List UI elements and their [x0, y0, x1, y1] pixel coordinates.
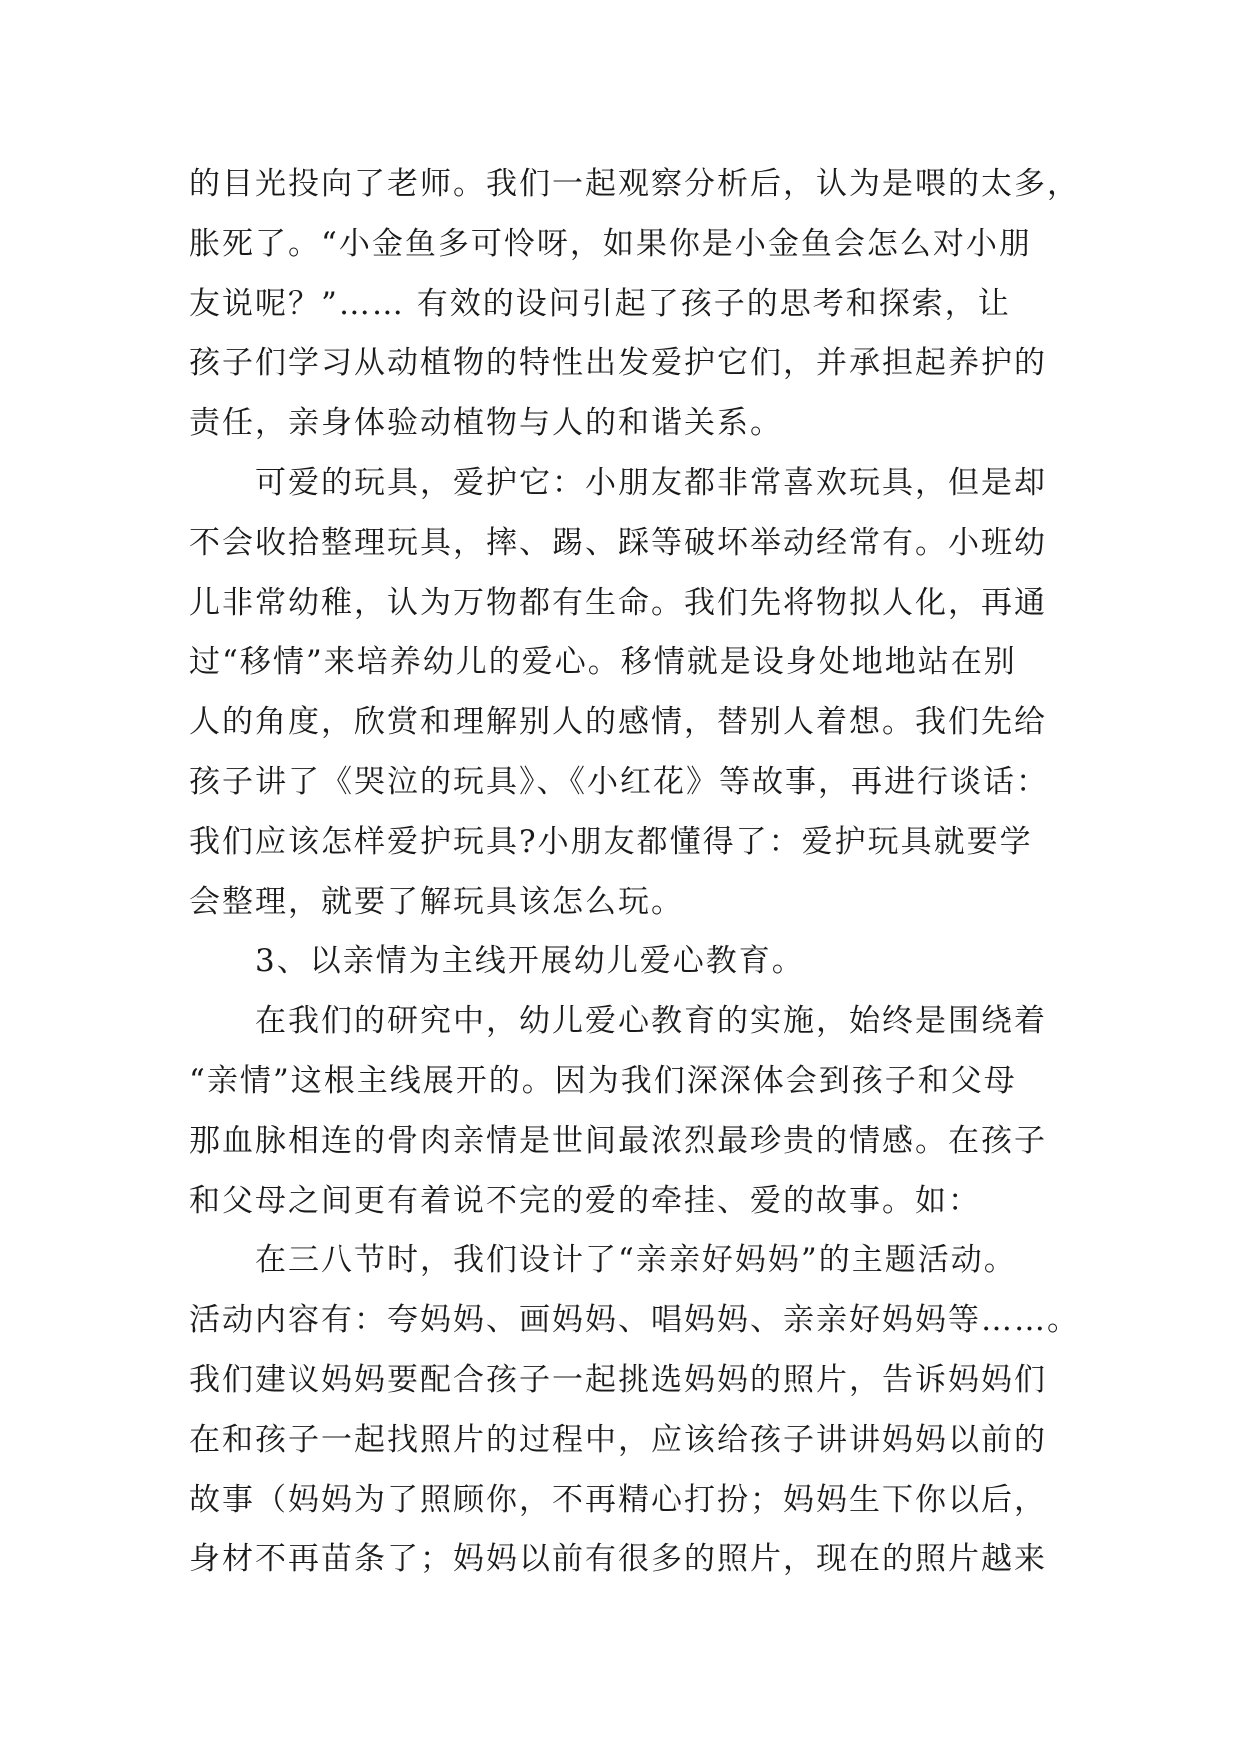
text-line: 人的角度，欣赏和理解别人的感情，替别人着想。我们先给 — [189, 704, 1047, 741]
text-line: 的目光投向了老师。我们一起观察分析后，认为是喂的太多， — [189, 166, 1080, 202]
text-line: 故事（妈妈为了照顾你，不再精心打扮；妈妈生下你以后， — [189, 1481, 1047, 1518]
text-line: “亲情”这根主线展开的。因为我们深深体会到孩子和父母 — [189, 1062, 1017, 1099]
text-line: 我们建议妈妈要配合孩子一起挑选妈妈的照片，告诉妈妈们 — [189, 1361, 1047, 1398]
text-line: 身材不再苗条了；妈妈以前有很多的照片，现在的照片越来 — [189, 1541, 1047, 1578]
text-line: 3、以亲情为主线开展幼儿爱心教育。 — [189, 943, 805, 980]
text-line: 在三八节时，我们设计了“亲亲好妈妈”的主题活动。 — [189, 1242, 1017, 1279]
text-line: 孩子们学习从动植物的特性出发爱护它们，并承担起养护的 — [189, 345, 1047, 382]
text-line: 在和孩子一起找照片的过程中，应该给孩子讲讲妈妈以前的 — [189, 1421, 1047, 1458]
text-line: 过“移情”来培养幼儿的爱心。移情就是设身处地地站在别 — [189, 644, 1017, 681]
text-line: 我们应该怎样爱护玩具?小朋友都懂得了：爱护玩具就要学 — [189, 823, 1033, 860]
text-line: 在我们的研究中，幼儿爱心教育的实施，始终是围绕着 — [189, 1003, 1047, 1040]
text-line: 那血脉相连的骨肉亲情是世间最浓烈最珍贵的情感。在孩子 — [189, 1122, 1047, 1159]
text-line: 和父母之间更有着说不完的爱的牵挂、爱的故事。如： — [189, 1182, 981, 1219]
text-line: 活动内容有：夸妈妈、画妈妈、唱妈妈、亲亲好妈妈等……。 — [189, 1302, 1080, 1339]
body-text — [189, 155, 1080, 1590]
text-line: 不会收拾整理玩具，摔、踢、踩等破坏举动经常有。小班幼 — [189, 524, 1047, 561]
text-line: 友说呢？”…… 有效的设问引起了孩子的思考和探索，让 — [189, 285, 1011, 322]
text-line: 胀死了。“小金鱼多可怜呀，如果你是小金鱼会怎么对小朋 — [189, 225, 1032, 262]
text-line: 孩子讲了《哭泣的玩具》、《小红花》等故事，再进行谈话： — [189, 763, 1049, 800]
text-line: 责任，亲身体验动植物与人的和谐关系。 — [189, 405, 783, 442]
text-line: 可爱的玩具，爱护它：小朋友都非常喜欢玩具，但是却 — [189, 464, 1047, 501]
text-line: 儿非常幼稚，认为万物都有生命。我们先将物拟人化，再通 — [189, 584, 1047, 621]
text-line: 会整理，就要了解玩具该怎么玩。 — [189, 883, 684, 920]
